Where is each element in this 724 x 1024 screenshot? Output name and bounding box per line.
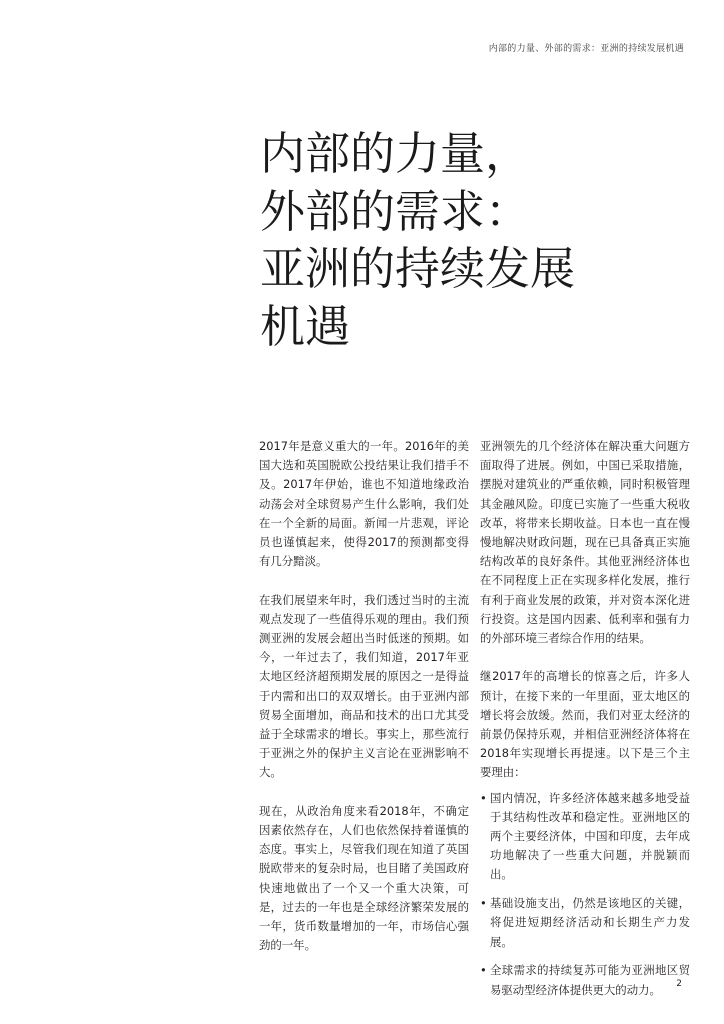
list-item (480, 961, 690, 999)
title-line-4: 机遇 (260, 299, 351, 353)
page-number: 2 (676, 979, 682, 989)
title-line-1: 内部的力量， (260, 127, 531, 180)
bullet-icon: • (480, 790, 487, 805)
body-paragraph-1: 2017年是意义重大的一年。2016年的美国大选和英国脱欧公投结果让我们措手不及。2017年伊始，谁也不知道地缘政治动荡会对全球贸易产生什么影响，我们处在一个全新的局面。新闻一片悲观，评论员也谨慎起来，使得2017的预测都变得有几分黯淡。 (259, 439, 469, 569)
bullet-icon: • (480, 963, 487, 978)
list-item-text: 全球需求的持续复苏可能为亚洲地区贸易驱动型经济体提供更大的动力。 (490, 963, 690, 997)
body-paragraph-4: 亚洲领先的几个经济体在解决重大问题方面取得了进展。例如，中国已采取措施，摆脱对建筑业的严重依赖，同时积极管理其金融风险。印度已实施了一些重大税收改革，将带来长期收益。日本也一直在慢慢地解决财政问题，现在已具备真正实施结构改革的良好条件。其他亚洲经济体也在不同程度上正在实现多样化发展，推行有利于商业发展的政策，并对资本深化进行投资。这是国内因素、低利率和强有力的外部环境三者综合作用的结果。 (480, 439, 690, 646)
page-title (260, 125, 680, 355)
list-item (480, 789, 690, 885)
body-paragraph-5: 继2017年的高增长的惊喜之后，许多人预计，在接下来的一年里面，亚太地区的增长将会放缓。然而，我们对亚太经济的前景仍保持乐观，并相信亚洲经济体将在2018年实现增长再提速。以下是三个主要理由： (480, 669, 690, 780)
running-header: 内部的力量、外部的需求：亚洲的持续发展机遇 (488, 44, 684, 54)
list-item-text: 国内情况，许多经济体越来越多地受益于其结构性改革和稳定性。亚洲地区的两个主要经济体，中国和印度，去年成功地解决了一些重大问题，并脱颖而出。 (490, 790, 690, 882)
title-line-3: 亚洲的持续发展 (260, 242, 576, 295)
left-column (259, 437, 469, 975)
list-item-text: 基础设施支出，仍然是该地区的关键，将促进短期经济活动和长期生产力发展。 (490, 896, 690, 949)
list-item (480, 894, 690, 952)
body-paragraph-3: 现在，从政治角度来看2018年，不确定因素依然存在，人们也依然保持着谨慎的态度。事实上，尽管我们现在知道了英国脱欧带来的复杂时局，也目睹了美国政府快速地做出了一个又一个重大决策，可是，过去的一年也是全球经济繁荣发展的一年，货币数量增加的一年，市场信心强劲的一年。 (259, 803, 469, 953)
title-line-2: 外部的需求： (260, 184, 531, 238)
reasons-list (480, 789, 690, 1000)
body-paragraph-2: 在我们展望来年时，我们透过当时的主流观点发现了一些值得乐观的理由。我们预测亚洲的发展会超出当时低迷的预期。如今，一年过去了，我们知道，2017年亚太地区经济超预期发展的原因之一是得益于内需和出口的双双增长。由于亚洲内部贸易全面增加，商品和技术的出口尤其受益于全球需求的增长。事实上，那些流行于亚洲之外的保护主义言论在亚洲影响不大。 (259, 592, 469, 780)
bullet-icon: • (480, 896, 487, 911)
right-column (480, 437, 690, 1009)
